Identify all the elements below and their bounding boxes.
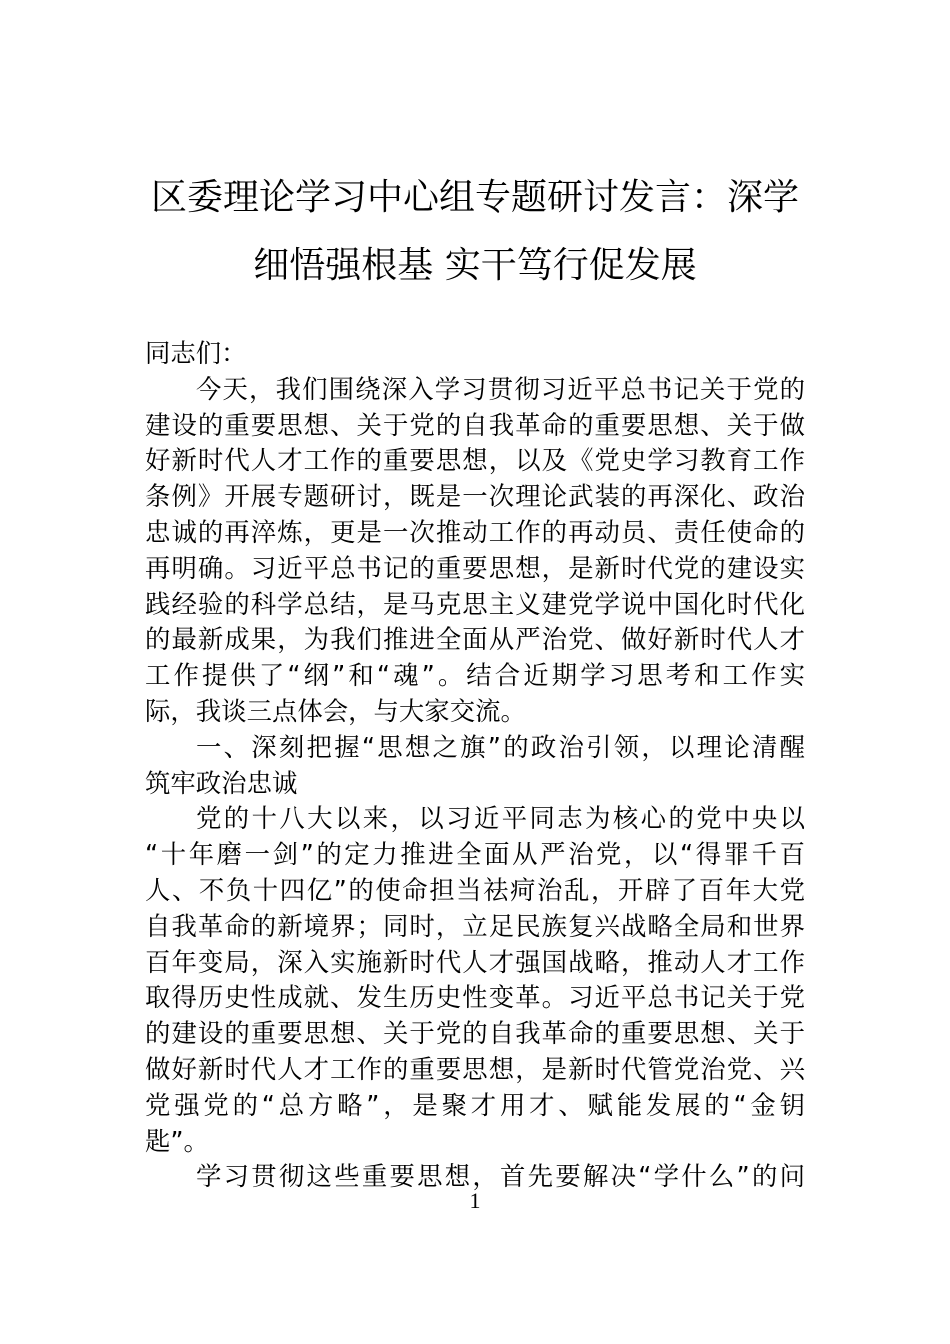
title-line-1: 区委理论学习中心组专题研讨发言：深学 (150, 177, 799, 218)
page-number: 1 (469, 1188, 481, 1213)
text-line: 自我革命的新境界；同时，立足民族复兴战略全局和世界 (145, 910, 805, 941)
text-line: 党的十八大以来，以习近平同志为核心的党中央以 (196, 803, 805, 834)
text-line: 人、不负十四亿”的使命担当祛疴治乱，开辟了百年大党 (145, 874, 805, 905)
text-line: 匙”。 (145, 1125, 209, 1156)
text-line: 好新时代人才工作的重要思想，以及《党史学习教育工作 (145, 445, 805, 476)
heading-line: 一、深刻把握“思想之旗”的政治引领，以理论清醒 (196, 731, 805, 762)
text-line: 今天，我们围绕深入学习贯彻习近平总书记关于党的 (196, 373, 805, 404)
section-heading-1 (145, 730, 805, 802)
document-title (145, 164, 805, 300)
text-line: 取得历史性成就、发生历史性变革。习近平总书记关于党 (145, 982, 805, 1013)
document-body (145, 336, 805, 1195)
text-line: 党强党的“总方略”，是聚才用才、赋能发展的“金钥 (145, 1089, 805, 1120)
text-line: 建设的重要思想、关于党的自我革命的重要思想、关于做 (145, 409, 805, 440)
text-line: 的建设的重要思想、关于党的自我革命的重要思想、关于 (145, 1018, 805, 1049)
heading-line: 筑牢政治忠诚 (145, 767, 298, 798)
text-line: 再明确。习近平总书记的重要思想，是新时代党的建设实 (145, 552, 805, 583)
greeting: 同志们： (145, 338, 247, 368)
text-line: 学习贯彻这些重要思想，首先要解决“学什么”的问 (196, 1161, 805, 1192)
text-line: 际，我谈三点体会，与大家交流。 (145, 695, 526, 726)
paragraph-1 (145, 372, 805, 730)
text-line: “十年磨一剑”的定力推进全面从严治党，以“得罪千百 (145, 839, 805, 870)
text-line: 工作提供了“纲”和“魂”。结合近期学习思考和工作实 (145, 660, 805, 691)
text-line: 条例》开展专题研讨，既是一次理论武装的再深化、政治 (145, 481, 805, 512)
text-line: 做好新时代人才工作的重要思想，是新时代管党治党、兴 (145, 1053, 805, 1084)
title-line-2: 细悟强根基 实干笃行促发展 (253, 245, 697, 286)
text-line: 的最新成果，为我们推进全面从严治党、做好新时代人才 (145, 624, 805, 655)
text-line: 忠诚的再淬炼，更是一次推动工作的再动员、责任使命的 (145, 516, 805, 547)
text-line: 践经验的科学总结，是马克思主义建党学说中国化时代化 (145, 588, 805, 619)
paragraph-2 (145, 801, 805, 1159)
text-line: 百年变局，深入实施新时代人才强国战略，推动人才工作 (145, 946, 805, 977)
